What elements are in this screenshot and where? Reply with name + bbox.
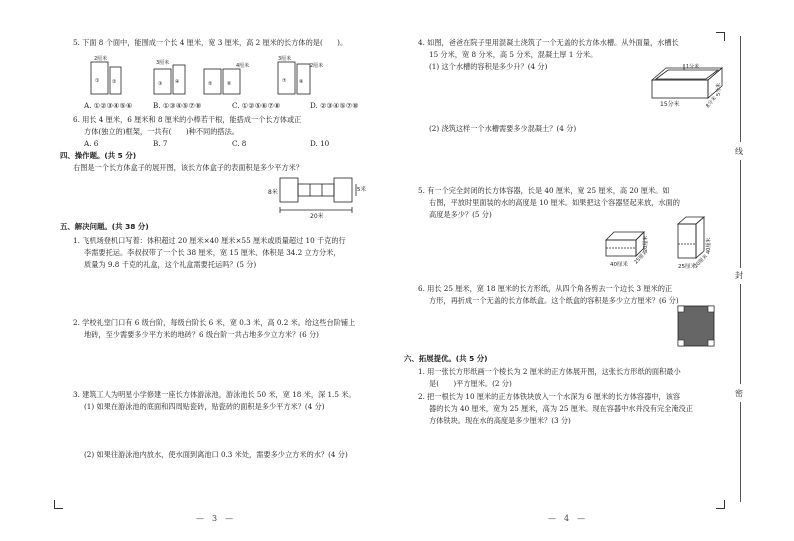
r-q6-line1: 6. 用长 25 厘米，宽 18 厘米的长方形纸，从四个角各剪去一个边长 3 厘米的正 <box>418 284 673 293</box>
face-3 <box>154 69 171 94</box>
q6-option-b: B. 7 <box>153 139 168 148</box>
section-4-title: 四、操作题。(共 5 分) <box>60 151 137 160</box>
q5-option-b: B. ①③④⑤⑦⑧ <box>153 101 202 110</box>
tank-figure <box>646 62 726 110</box>
margin-line <box>740 284 741 384</box>
section-4-text: 右图是一个长方体盒子的展开图，该长方体盒子的表面积是多少平方米？ <box>73 163 304 172</box>
r-e2-line2: 器的长为 40 厘米，宽为 25 厘米，高为 25 厘米。现在容器中水并没有完全淹没正 <box>429 404 693 413</box>
face-5 <box>204 69 221 94</box>
face-num-7: ⑦ <box>282 78 287 84</box>
tank-label-length: 15分米 <box>660 101 680 108</box>
page-number-right: — 4 — <box>548 514 586 523</box>
r-q4-line1: 4. 如图，爸爸在院子里用混凝土浇筑了一个无盖的长方体水槽。从外面量，水槽长 <box>418 38 679 47</box>
face-dim: 4厘米 <box>236 63 250 69</box>
margin-label-mi: 密 <box>735 389 743 398</box>
corner-mark <box>54 500 63 509</box>
q6-option-d: D. 10 <box>310 139 330 148</box>
r-q4-line3: (1) 这个水槽的容积是多少升？(4 分) <box>429 62 548 71</box>
r-e1-line1: 1. 用一张长方形纸画一个棱长为 2 厘米的正方体展开图，这张长方形纸的面积最小 <box>418 367 681 376</box>
corner-mark <box>716 32 725 41</box>
tank-label-thick: 1分米 <box>686 64 700 70</box>
paper-corners-figure <box>676 304 716 348</box>
face-num-4: ④ <box>175 79 180 85</box>
q5-faces-figure <box>86 55 386 105</box>
net-label-20m: 20米 <box>310 213 324 220</box>
face-1 <box>91 62 108 94</box>
corner-mark <box>716 500 725 509</box>
r-q4-sub2: (2) 浇筑这样一个水槽需要多少混凝土？(4 分) <box>429 124 577 133</box>
page-number-left: — 3 — <box>196 514 234 523</box>
face-num-3: ③ <box>158 81 163 87</box>
q5-stem: 5. 下面 8 个面中，能围成一个长 4 厘米，宽 3 厘米，高 2 厘米的长方体的是( )。 <box>73 38 348 47</box>
container-figure <box>600 214 726 274</box>
section-5-title: 五、解决问题。(共 38 分) <box>60 222 149 231</box>
tank-label-width: 8分米 <box>704 95 719 110</box>
r-e2-line3: 方体铁块。现在水的高度是多少厘米？(3 分) <box>429 416 571 425</box>
r-e1-line2: 是( )平方厘米。(2 分) <box>429 379 512 388</box>
p1-line2: 李需要托运。李叔叔带了一个长 38 厘米，宽 15 厘米、体积是 34.2 立方分米， <box>84 248 341 257</box>
net-label-5m: 5米 <box>357 187 366 193</box>
r-q4-line2: 15 分米，宽 8 分米，高 5 分米，混凝土厚 1 分米。 <box>429 50 598 59</box>
face-num-1: ① <box>95 78 100 84</box>
section-6-title: 六、拓展提优。(共 5 分) <box>404 354 488 363</box>
face-7 <box>278 62 295 94</box>
face-num-6: ⑥ <box>227 81 232 87</box>
q5-option-a: A. ①②③④⑤⑥ <box>84 101 133 110</box>
face-dim: 2厘米 <box>310 63 324 69</box>
margin-line <box>740 160 741 268</box>
q5-option-d: D. ②③④⑤⑦⑧ <box>310 101 359 110</box>
q6-option-a: A. 6 <box>84 139 99 148</box>
cont-label-20b: 20厘米 <box>693 253 709 270</box>
r-q5-line3: 高度是多少？(5 分) <box>429 210 492 219</box>
tank-label-height: 5分米 <box>716 82 722 96</box>
q6-line1: 6. 用长 4 厘米，6 厘米和 8 厘米的小棒若干根，能搭成一个长方体或正 <box>73 115 302 124</box>
margin-line <box>740 402 741 502</box>
p3-sub2: (2) 如果往游泳池内放水，使水面到离池口 0.3 米处，需要多少立方米的水？(4 分) <box>84 450 348 459</box>
p1-line1: 1. 飞机场登机口写着：体积超过 20 厘米×40 厘米×55 厘米或质量超过 10 千克的行 <box>73 236 346 245</box>
q6-line2: 方体(独立的)框架，一共有( )种不同的搭法。 <box>84 127 239 136</box>
face-dim: 3厘米 <box>156 60 170 66</box>
face-6 <box>223 69 240 94</box>
q6-option-c: C. 8 <box>232 139 247 148</box>
p3-line2: (1) 如果在游泳池的底面和四周贴瓷砖，贴瓷砖的面积是多少平方米？(4 分) <box>84 402 325 411</box>
r-q5-line2: 右图，平放时里面装的水的高度是 10 厘米。如果把这个容器竖起来放，水面的 <box>429 198 680 207</box>
box-net-figure <box>268 172 368 220</box>
p2-line2: 地砖，至少需要多少平方米的地砖？6 级台阶一共占地多少立方米？(6 分) <box>84 330 319 339</box>
margin-label-xian: 线 <box>735 147 743 156</box>
cont-label-25b: 25厘米 <box>678 264 696 270</box>
face-dim: 3厘米 <box>278 56 292 62</box>
cont-label-40b: 40厘米 <box>706 237 712 254</box>
r-q5-line1: 5. 有一个完全封闭的长方体容器，长是 40 厘米，宽 25 厘米，高 20 厘米。如 <box>418 186 670 195</box>
p1-line3: 质量为 9.8 千克的礼盒，这个礼盒需要托运吗？(5 分) <box>84 260 257 269</box>
face-num-5: ⑤ <box>208 81 213 87</box>
q5-option-c: C. ①②⑤⑥⑦⑧ <box>232 101 281 110</box>
cont-label-40a: 40厘米 <box>610 262 628 268</box>
cont-label-25a: 25厘米 <box>633 249 649 266</box>
p3-line1: 3. 建筑工人为明星小学修建一座长方体游泳池，游泳池长 50 米，宽 18 米，深 1.5 米。 <box>73 390 356 399</box>
r-e2-line1: 2. 把一根长为 10 厘米的正方体铁块放入一个水深为 6 厘米的长方体容器中，该容 <box>418 392 681 401</box>
net-label-8m: 8米 <box>268 189 278 196</box>
cont-label-20a: 20厘米 <box>643 235 649 252</box>
p2-line1: 2. 学校礼堂门口有 6 级台阶，每级台阶长 6 米，宽 0.3 米，高 0.2 米。给这些台阶铺上 <box>73 318 356 327</box>
r-q6-line2: 方形，再折成一个无盖的长方体纸盒。这个纸盒的容积是多少立方厘米？(6 分) <box>429 296 679 305</box>
face-dim: 2厘米 <box>94 56 108 62</box>
face-num-8: ⑧ <box>299 79 304 85</box>
margin-line <box>740 36 741 142</box>
face-num-2: ② <box>112 79 117 85</box>
margin-label-feng: 封 <box>735 271 743 280</box>
